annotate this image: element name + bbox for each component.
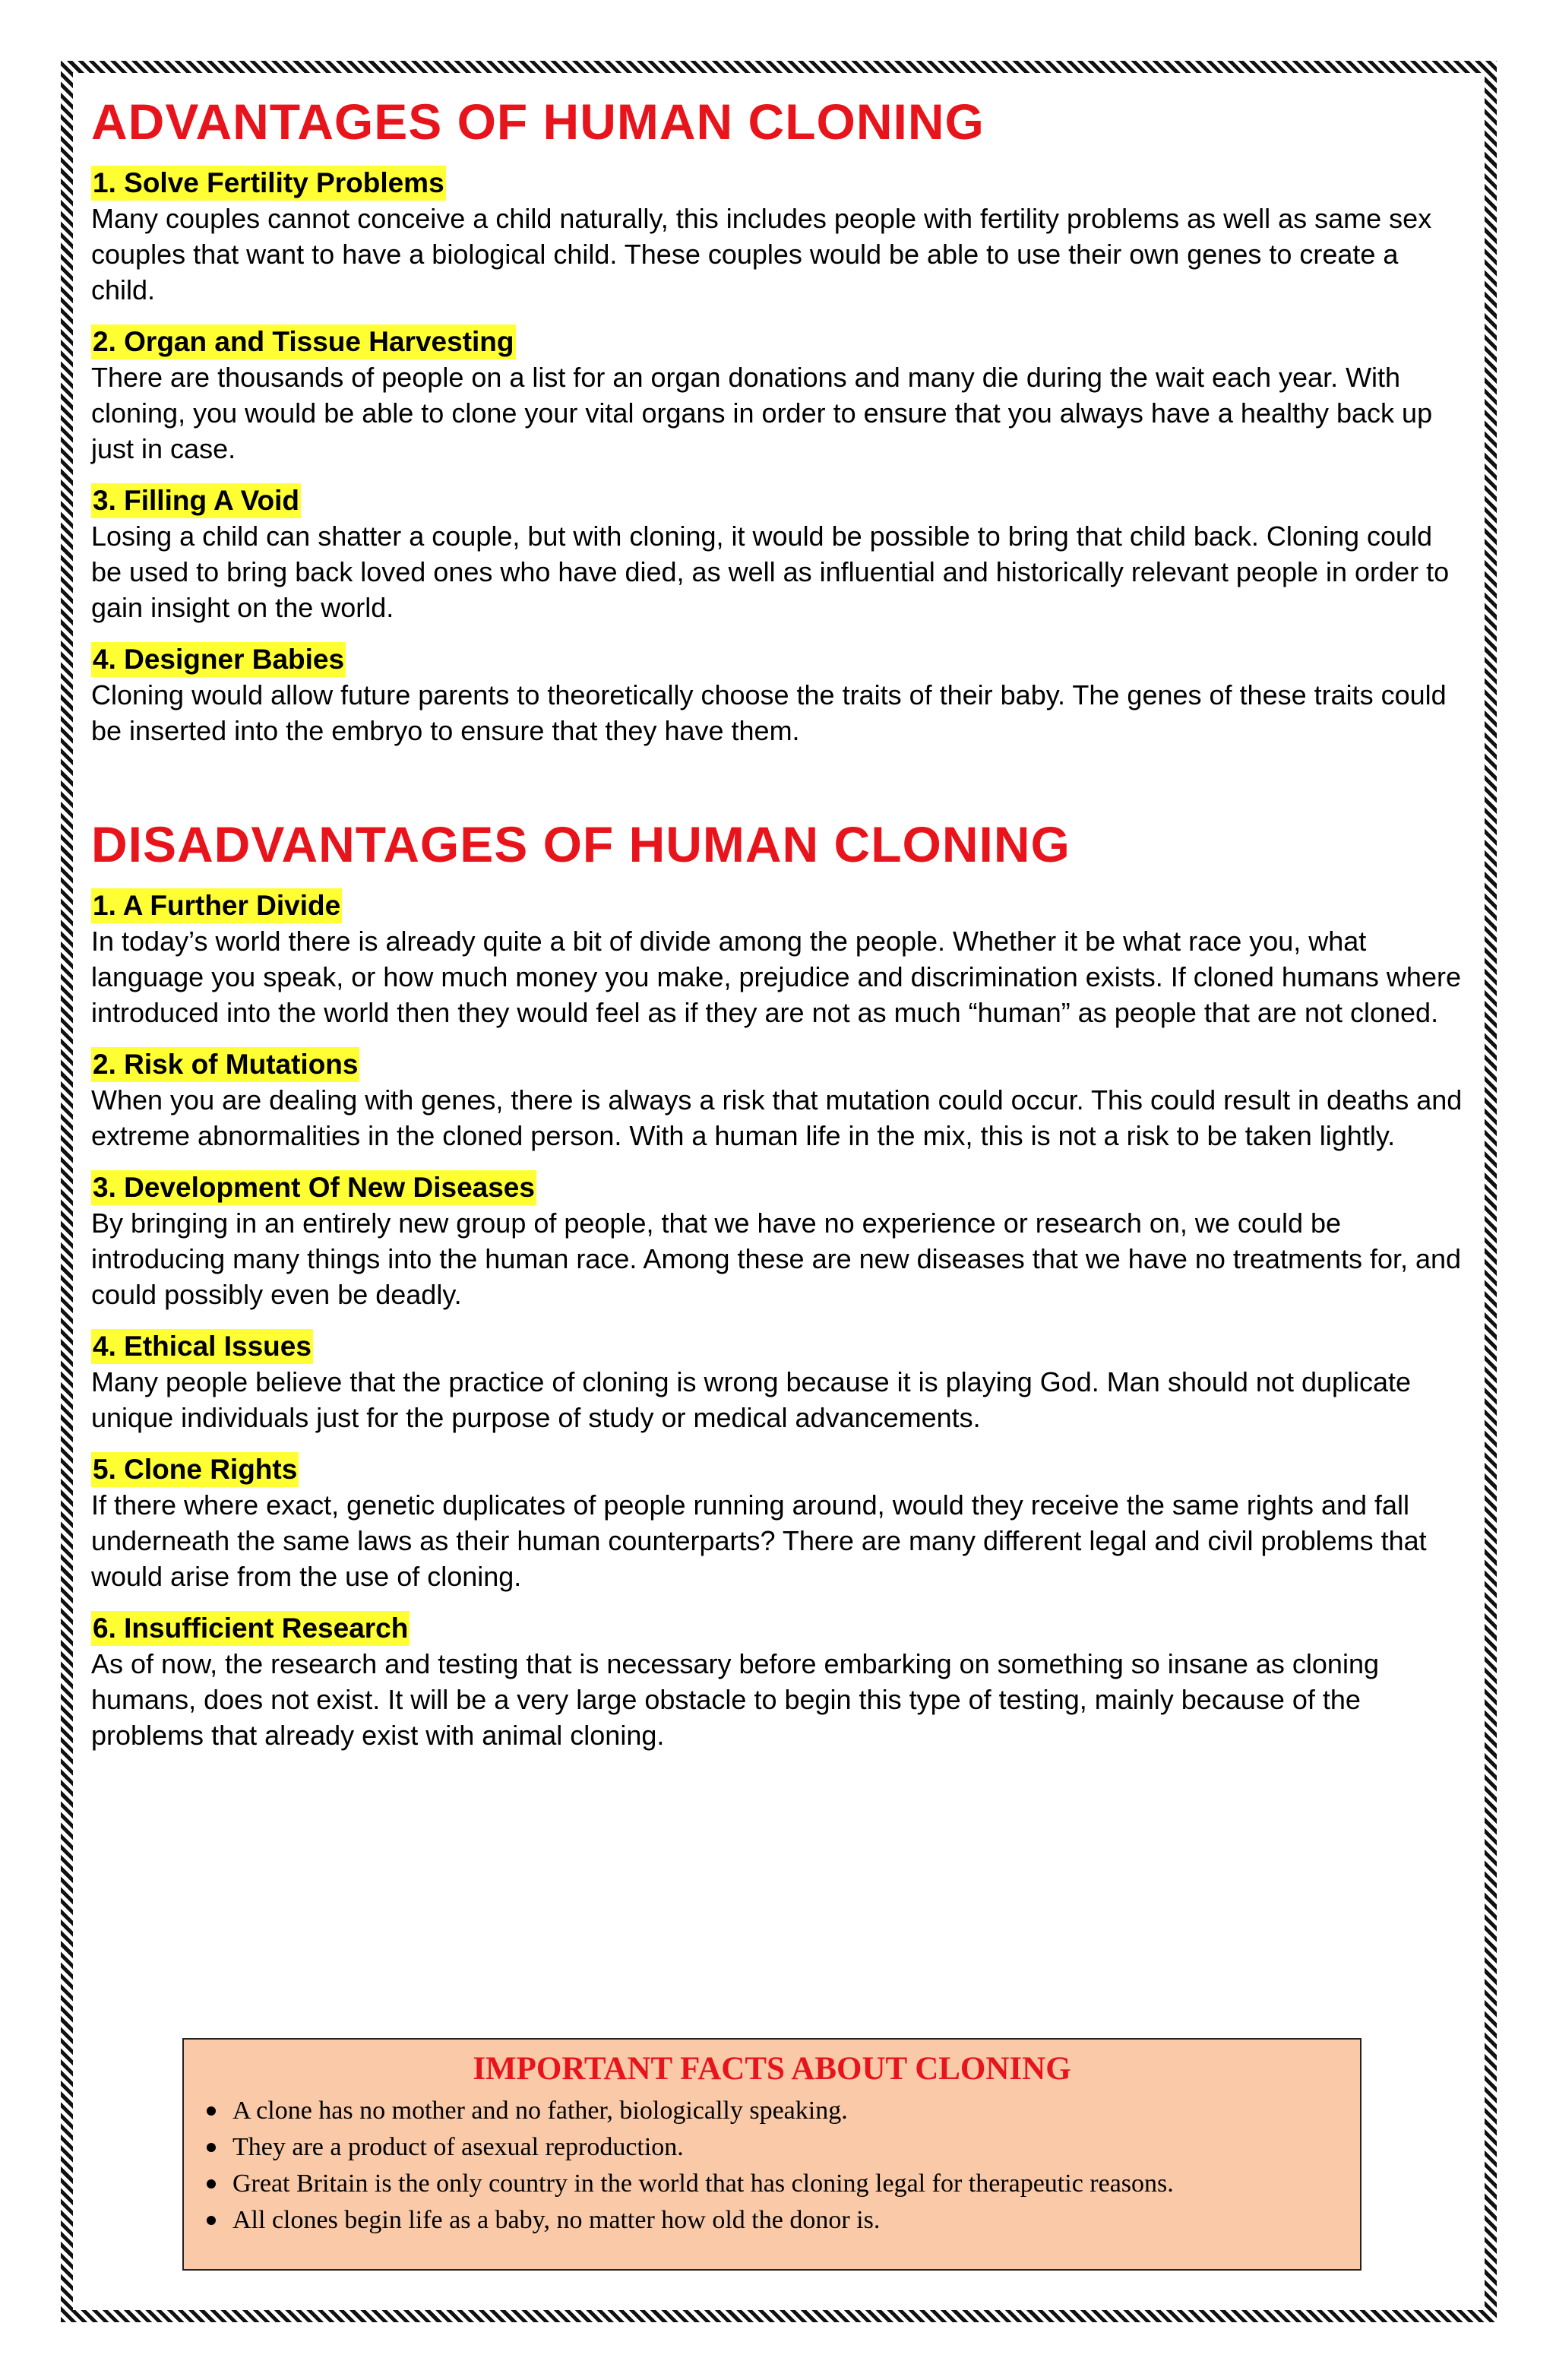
advantage-body: There are thousands of people on a list for an organ donations and many die during the wait each year. With cloning, you would be able to clone your vital organs in order to ensure that you always have a healthy back up just in case. <box>91 362 1433 464</box>
disadvantages-heading: DISADVANTAGES OF HUMAN CLONING <box>91 816 1071 872</box>
disadvantage-item <box>91 888 1474 1030</box>
advantages-heading: ADVANTAGES OF HUMAN CLONING <box>91 93 985 150</box>
disadvantage-body: By bringing in an entirely new group of people, that we have no experience or research on, we could be introducing many things into the human race. Among these are new diseases that we have no treatments for, and could possibly even be deadly. <box>91 1207 1462 1310</box>
disadvantage-title: 1. A Further Divide <box>91 888 342 923</box>
bullet-icon <box>207 2216 216 2225</box>
fact-item <box>232 2129 1360 2166</box>
disadvantage-title: 2. Risk of Mutations <box>91 1047 359 1082</box>
disadvantage-body: In today’s world there is already quite a bit of divide among the people. Whether it be what race you, what language you speak, or how much money you make, prejudice and discrimination exists. If cloned humans where introduced into the world then they would feel as if they are not as much “human” as people that are not cloned. <box>91 926 1461 1028</box>
advantage-title: 3. Filling A Void <box>91 483 301 518</box>
advantage-title: 4. Designer Babies <box>91 642 346 677</box>
disadvantage-item <box>91 1047 1474 1154</box>
advantage-item <box>91 642 1474 748</box>
facts-list <box>184 2093 1360 2239</box>
disadvantages-section <box>91 812 1474 1753</box>
disadvantage-item <box>91 1611 1474 1753</box>
bullet-icon <box>207 2179 216 2189</box>
disadvantage-body: Many people believe that the practice of cloning is wrong because it is playing God. Man should not duplicate unique individuals just for the purpose of study or medical advancements. <box>91 1366 1412 1433</box>
advantage-body: Many couples cannot conceive a child naturally, this includes people with fertility problems as well as same sex couples that want to have a biological child. These couples would be able to use their own genes to create a child. <box>91 203 1432 305</box>
document-content <box>91 90 1474 1753</box>
advantage-body: Cloning would allow future parents to theoretically choose the traits of their baby. The genes of these traits could be inserted into the embryo to ensure that they have them. <box>91 679 1447 746</box>
bullet-icon <box>207 2106 216 2116</box>
disadvantage-body: As of now, the research and testing that is necessary before embarking on something so insane as cloning humans, does not exist. It will be a very large obstacle to begin this type of testing, mainly because of the problems that already exist with animal cloning. <box>91 1648 1379 1751</box>
advantage-item <box>91 166 1474 308</box>
fact-text: Great Britain is the only country in the world that has cloning legal for therapeutic reasons. <box>232 2170 1174 2198</box>
fact-item <box>232 2202 1360 2239</box>
fact-text: They are a product of asexual reproduction. <box>232 2133 684 2161</box>
disadvantage-item <box>91 1170 1474 1312</box>
facts-heading: IMPORTANT FACTS ABOUT CLONING <box>473 2051 1071 2087</box>
advantage-item <box>91 483 1474 625</box>
advantage-title: 1. Solve Fertility Problems <box>91 166 446 201</box>
fact-item <box>232 2093 1360 2129</box>
disadvantage-title: 4. Ethical Issues <box>91 1329 313 1364</box>
disadvantage-title: 3. Development Of New Diseases <box>91 1170 536 1205</box>
disadvantage-item <box>91 1329 1474 1435</box>
advantage-item <box>91 324 1474 467</box>
disadvantage-body: When you are dealing with genes, there is always a risk that mutation could occur. This could result in deaths and extreme abnormalities in the cloned person. With a human life in the mix, this is not a risk to be taken lightly. <box>91 1084 1463 1151</box>
bullet-icon <box>207 2143 216 2152</box>
fact-text: A clone has no mother and no father, biologically speaking. <box>232 2097 848 2125</box>
fact-text: All clones begin life as a baby, no matter how old the donor is. <box>232 2206 881 2234</box>
disadvantage-title: 6. Insufficient Research <box>91 1611 410 1646</box>
disadvantage-item <box>91 1452 1474 1594</box>
fact-item <box>232 2166 1360 2202</box>
advantage-title: 2. Organ and Tissue Harvesting <box>91 324 516 359</box>
disadvantage-title: 5. Clone Rights <box>91 1452 299 1487</box>
important-facts-box <box>182 2038 1362 2271</box>
disadvantage-body: If there where exact, genetic duplicates of people running around, would they receive the same rights and fall underneath the same laws as their human counterparts? There are many different legal and civil problems that would arise from the use of cloning. <box>91 1489 1427 1592</box>
advantages-section <box>91 90 1474 748</box>
advantage-body: Losing a child can shatter a couple, but with cloning, it would be possible to bring that child back. Cloning could be used to bring back loved ones who have died, as well as influential and historically relevant people in order to gain insight on the world. <box>91 521 1450 623</box>
